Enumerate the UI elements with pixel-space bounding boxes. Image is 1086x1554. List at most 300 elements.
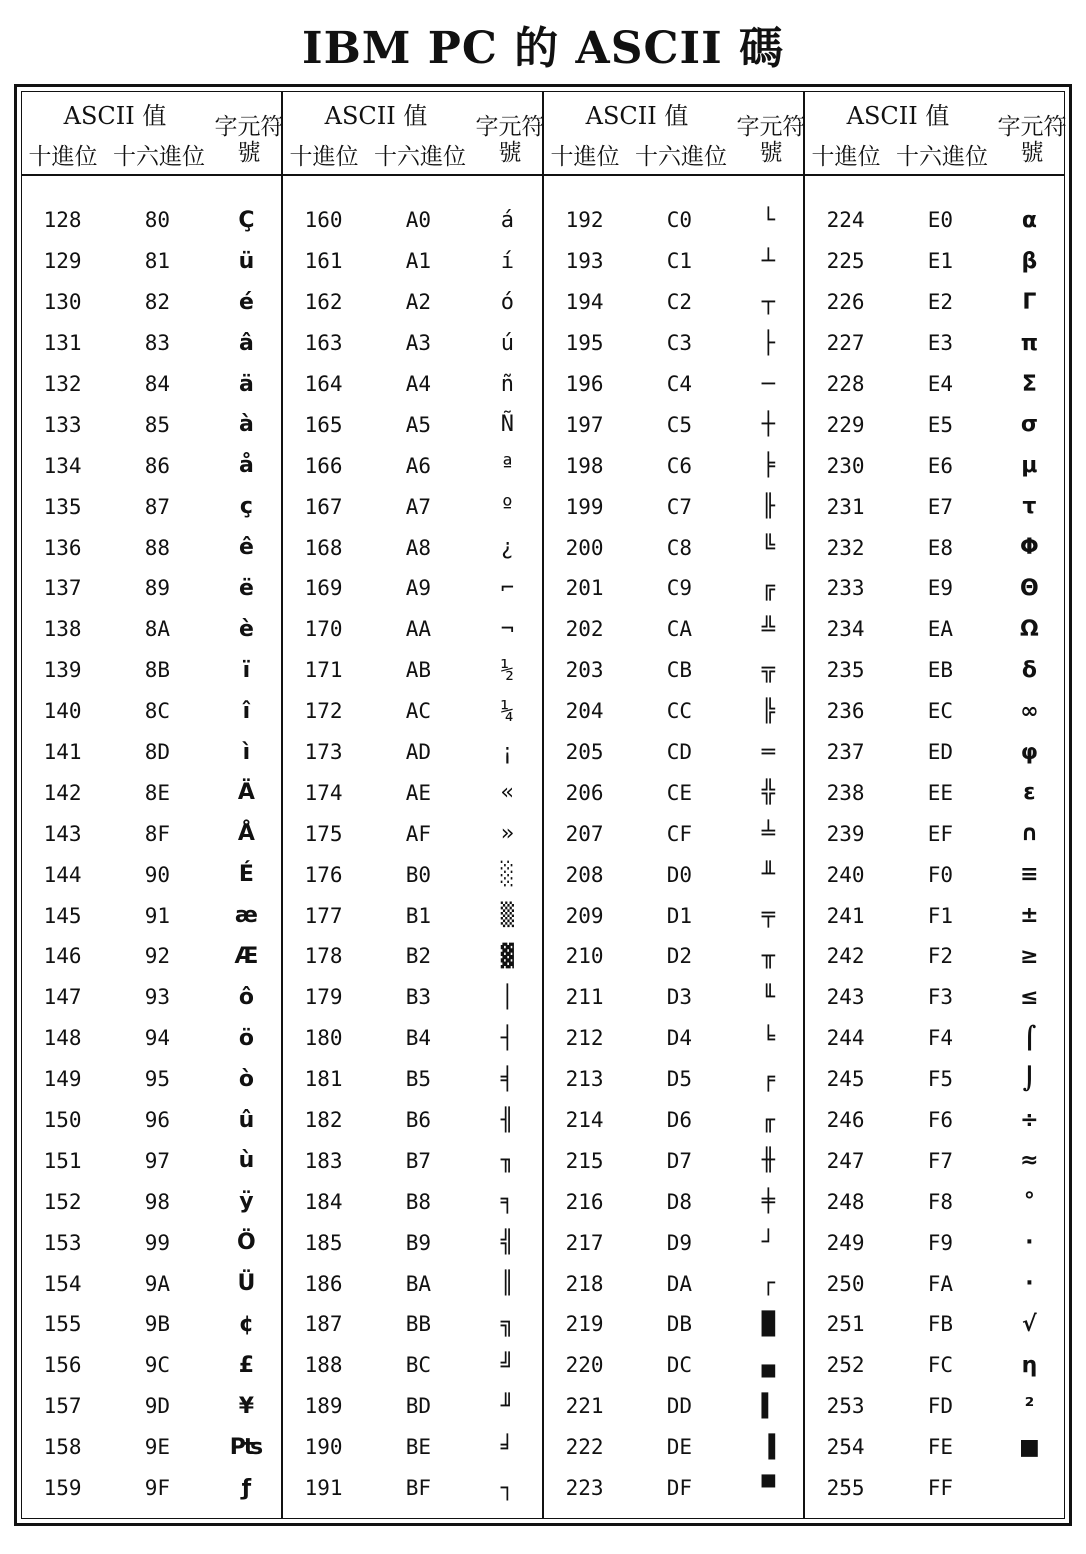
header-ascii-value: ASCII 值 [846, 102, 950, 130]
table-row [805, 895, 1064, 936]
table-row [22, 1059, 281, 1100]
character-glyph: ª [500, 453, 515, 479]
table-row [283, 854, 542, 895]
character-glyph: ∞ [1020, 698, 1039, 724]
decimal-value: 172 [304, 699, 343, 724]
decimal-value: 170 [304, 617, 343, 642]
hex-value: ED [927, 740, 954, 765]
decimal-value: 218 [565, 1271, 604, 1296]
hex-value: F0 [927, 862, 954, 887]
character-glyph: ╜ [500, 1393, 515, 1419]
character-glyph: ╨ [761, 862, 776, 888]
hex-value: D1 [666, 903, 693, 928]
decimal-value: 181 [304, 1067, 343, 1092]
hex-value: D3 [666, 985, 693, 1010]
hex-value: 81 [144, 249, 171, 274]
character-glyph: ═ [761, 739, 776, 765]
hex-value: B1 [405, 903, 432, 928]
character-glyph: ╧ [761, 821, 776, 847]
character-glyph: ƒ [241, 1475, 252, 1501]
table-row [283, 282, 542, 323]
decimal-value: 214 [565, 1108, 604, 1133]
decimal-value: 223 [565, 1476, 604, 1501]
decimal-value: 204 [565, 699, 604, 724]
character-glyph: Σ [1021, 371, 1037, 397]
table-row [544, 1263, 803, 1304]
hex-value: B0 [405, 862, 432, 887]
hex-value: EB [927, 658, 954, 683]
hex-value: E9 [927, 576, 954, 601]
table-row [805, 691, 1064, 732]
table-row [283, 1059, 542, 1100]
character-glyph: æ [234, 903, 258, 929]
decimal-value: 231 [826, 494, 865, 519]
decimal-value: 184 [304, 1189, 343, 1214]
hex-value: 83 [144, 331, 171, 356]
character-glyph: Θ [1020, 575, 1039, 601]
hex-value: CB [666, 658, 693, 683]
character-glyph: ╗ [500, 1311, 515, 1337]
table-row [22, 732, 281, 773]
character-glyph: û [238, 1107, 255, 1133]
decimal-value: 158 [43, 1435, 82, 1460]
decimal-value: 161 [304, 249, 343, 274]
header-hexadecimal: 十六進位 [635, 144, 727, 170]
decimal-value: 200 [565, 535, 604, 560]
hex-value: DC [666, 1353, 693, 1378]
table-row [805, 1427, 1064, 1468]
hex-value: EE [927, 780, 954, 805]
decimal-value: 220 [565, 1353, 604, 1378]
hex-value: E2 [927, 290, 954, 315]
decimal-value: 128 [43, 208, 82, 233]
decimal-value: 210 [565, 944, 604, 969]
character-glyph: ■ [1019, 1434, 1040, 1460]
character-glyph: ² [1024, 1393, 1035, 1419]
character-glyph: î [242, 698, 251, 724]
hex-value: 8F [144, 821, 171, 846]
character-glyph: Ω [1020, 616, 1039, 642]
character-glyph: ┤ [500, 1025, 515, 1051]
character-glyph: · [1025, 1271, 1034, 1297]
decimal-value: 177 [304, 903, 343, 928]
decimal-value: 232 [826, 535, 865, 560]
hex-value: DE [666, 1435, 693, 1460]
header-ascii-value: ASCII 值 [63, 102, 167, 130]
character-glyph: ± [1020, 903, 1039, 929]
table-row [22, 1140, 281, 1181]
decimal-value: 245 [826, 1067, 865, 1092]
decimal-value: 139 [43, 658, 82, 683]
hex-value: BC [405, 1353, 432, 1378]
character-glyph: ⌠ [1022, 1025, 1037, 1051]
table-row [544, 1304, 803, 1345]
header-decimal: 十進位 [289, 144, 359, 170]
decimal-value: 136 [43, 535, 82, 560]
character-glyph: ≈ [1020, 1148, 1039, 1174]
hex-value: DF [666, 1476, 693, 1501]
character-glyph: Ü [237, 1271, 256, 1297]
decimal-value: 233 [826, 576, 865, 601]
hex-value: A7 [405, 494, 432, 519]
header-character: 字元符號 [475, 114, 545, 166]
table-row [283, 977, 542, 1018]
table-row [805, 650, 1064, 691]
decimal-value: 193 [565, 249, 604, 274]
decimal-value: 168 [304, 535, 343, 560]
decimal-value: 203 [565, 658, 604, 683]
hex-value: D0 [666, 862, 693, 887]
table-row [805, 1263, 1064, 1304]
hex-value: 89 [144, 576, 171, 601]
hex-value: C9 [666, 576, 693, 601]
table-row [283, 609, 542, 650]
decimal-value: 219 [565, 1312, 604, 1337]
table-row [283, 1304, 542, 1345]
character-glyph: δ [1021, 657, 1037, 683]
hex-value: FB [927, 1312, 954, 1337]
character-glyph: ï [242, 657, 251, 683]
decimal-value: 188 [304, 1353, 343, 1378]
table-row [544, 650, 803, 691]
table-row [805, 1100, 1064, 1141]
character-glyph: ò [238, 1066, 254, 1092]
table-row [22, 1100, 281, 1141]
table-row [544, 936, 803, 977]
hex-value: D9 [666, 1230, 693, 1255]
hex-value: 90 [144, 862, 171, 887]
character-glyph: ▒ [500, 903, 515, 929]
decimal-value: 208 [565, 862, 604, 887]
table-row [805, 977, 1064, 1018]
hex-value: C8 [666, 535, 693, 560]
decimal-value: 157 [43, 1394, 82, 1419]
hex-value: CD [666, 740, 693, 765]
hex-value: D7 [666, 1148, 693, 1173]
hex-value: 9B [144, 1312, 171, 1337]
table-row [283, 1345, 542, 1386]
hex-value: C3 [666, 331, 693, 356]
character-glyph: Ñ [500, 412, 515, 438]
decimal-value: 246 [826, 1108, 865, 1133]
hex-value: 84 [144, 372, 171, 396]
character-glyph: ì [242, 739, 251, 765]
decimal-value: 160 [304, 208, 343, 233]
decimal-value: 230 [826, 453, 865, 478]
hex-value: B2 [405, 944, 432, 969]
table-row [805, 568, 1064, 609]
table-row [283, 772, 542, 813]
decimal-value: 213 [565, 1067, 604, 1092]
hex-value: F1 [927, 903, 954, 928]
decimal-value: 252 [826, 1353, 865, 1378]
character-glyph: ü [238, 248, 255, 274]
decimal-value: 131 [43, 331, 82, 356]
hex-value: 8B [144, 658, 171, 683]
table-row [544, 1018, 803, 1059]
table-row [805, 854, 1064, 895]
character-glyph: ┴ [761, 248, 776, 274]
hex-value: CA [666, 617, 693, 642]
hex-value: F6 [927, 1108, 954, 1133]
hex-value: A6 [405, 453, 432, 478]
ascii-table-body [21, 91, 1065, 1519]
decimal-value: 199 [565, 494, 604, 519]
character-glyph: è [238, 616, 254, 642]
decimal-value: 171 [304, 658, 343, 683]
hex-value: BD [405, 1394, 432, 1419]
character-glyph: ÿ [239, 1189, 254, 1215]
decimal-value: 163 [304, 331, 343, 356]
table-row [22, 813, 281, 854]
table-block-1 [22, 92, 284, 1518]
table-row [283, 527, 542, 568]
table-row [22, 1304, 281, 1345]
decimal-value: 196 [565, 372, 604, 396]
table-row [22, 1181, 281, 1222]
table-row [805, 1140, 1064, 1181]
character-glyph: ╙ [761, 984, 776, 1010]
table-row [22, 977, 281, 1018]
hex-value: A3 [405, 331, 432, 356]
decimal-value: 202 [565, 617, 604, 642]
table-row [805, 527, 1064, 568]
table-row [805, 936, 1064, 977]
decimal-value: 143 [43, 821, 82, 846]
decimal-value: 159 [43, 1476, 82, 1501]
decimal-value: 206 [565, 780, 604, 805]
decimal-value: 254 [826, 1435, 865, 1460]
decimal-value: 180 [304, 1026, 343, 1051]
decimal-value: 187 [304, 1312, 343, 1337]
character-glyph: ╟ [761, 494, 776, 520]
hex-value: 8D [144, 740, 171, 765]
table-row [22, 445, 281, 486]
hex-value: C0 [666, 208, 693, 233]
table-row [544, 1059, 803, 1100]
decimal-value: 151 [43, 1148, 82, 1173]
character-glyph: ╩ [761, 616, 776, 642]
table-row [22, 282, 281, 323]
decimal-value: 133 [43, 412, 82, 437]
decimal-value: 176 [304, 862, 343, 887]
header-character: 字元符號 [736, 114, 806, 166]
character-glyph: ╔ [761, 575, 776, 601]
hex-value: FA [927, 1271, 954, 1296]
character-glyph: í [500, 248, 515, 274]
hex-value: F5 [927, 1067, 954, 1092]
table-row [283, 323, 542, 364]
hex-value: 9A [144, 1271, 171, 1296]
character-glyph: å [238, 453, 254, 479]
decimal-value: 255 [826, 1476, 865, 1501]
hex-value: E3 [927, 331, 954, 356]
character-glyph: ▓ [500, 943, 515, 969]
hex-value: B7 [405, 1148, 432, 1173]
hex-value: EA [927, 617, 954, 642]
hex-value: 93 [144, 985, 171, 1010]
decimal-value: 154 [43, 1271, 82, 1296]
hex-value: D5 [666, 1067, 693, 1092]
decimal-value: 156 [43, 1353, 82, 1378]
decimal-value: 174 [304, 780, 343, 805]
hex-value: 80 [144, 208, 171, 233]
header-decimal: 十進位 [28, 144, 98, 170]
decimal-value: 248 [826, 1189, 865, 1214]
table-row [544, 486, 803, 527]
character-glyph: └ [761, 207, 776, 233]
character-glyph: ÷ [1020, 1107, 1039, 1133]
hex-value: C2 [666, 290, 693, 315]
table-row [283, 1427, 542, 1468]
hex-value: 96 [144, 1108, 171, 1133]
decimal-value: 137 [43, 576, 82, 601]
hex-value: E4 [927, 372, 954, 396]
table-row [22, 568, 281, 609]
character-glyph: ╫ [761, 1148, 776, 1174]
character-glyph: ¿ [500, 535, 515, 561]
table-row [283, 445, 542, 486]
table-row [22, 1468, 281, 1509]
decimal-value: 132 [43, 372, 82, 396]
hex-value: A8 [405, 535, 432, 560]
decimal-value: 147 [43, 985, 82, 1010]
header-hexadecimal: 十六進位 [113, 144, 205, 170]
hex-value: DB [666, 1312, 693, 1337]
character-glyph: ₧ [229, 1434, 264, 1460]
decimal-value: 243 [826, 985, 865, 1010]
hex-value: AF [405, 821, 432, 846]
hex-value: FE [927, 1435, 954, 1460]
character-glyph: ┌ [761, 1271, 776, 1297]
column-header [283, 92, 545, 176]
table-row [22, 1386, 281, 1427]
decimal-value: 183 [304, 1148, 343, 1173]
character-glyph: ç [239, 494, 253, 520]
hex-value: 9C [144, 1353, 171, 1378]
decimal-value: 144 [43, 862, 82, 887]
table-row [805, 1018, 1064, 1059]
table-row [805, 813, 1064, 854]
table-row [544, 895, 803, 936]
hex-value: C4 [666, 372, 693, 396]
decimal-value: 222 [565, 1435, 604, 1460]
table-row [544, 691, 803, 732]
character-glyph: ¬ [500, 616, 515, 642]
character-glyph: » [500, 821, 515, 847]
character-glyph: Ö [237, 1230, 256, 1256]
character-glyph: Γ [1022, 289, 1037, 315]
table-block-2 [281, 92, 545, 1518]
character-glyph: ┼ [761, 412, 776, 438]
table-row [544, 323, 803, 364]
table-row [805, 323, 1064, 364]
table-row [283, 486, 542, 527]
decimal-value: 165 [304, 412, 343, 437]
table-row [544, 1427, 803, 1468]
table-row [805, 732, 1064, 773]
page-title: IBM PC 的 ASCII 碼 [302, 23, 784, 74]
decimal-value: 185 [304, 1230, 343, 1255]
header-hexadecimal: 十六進位 [896, 144, 988, 170]
table-row [544, 1345, 803, 1386]
table-row [22, 404, 281, 445]
decimal-value: 249 [826, 1230, 865, 1255]
decimal-value: 236 [826, 699, 865, 724]
header-character: 字元符號 [997, 114, 1067, 166]
character-glyph: ▀ [761, 1475, 776, 1501]
decimal-value: 244 [826, 1026, 865, 1051]
decimal-value: 251 [826, 1312, 865, 1337]
decimal-value: 141 [43, 740, 82, 765]
character-glyph: ù [238, 1148, 255, 1174]
table-row [805, 772, 1064, 813]
decimal-value: 195 [565, 331, 604, 356]
character-glyph: π [1020, 330, 1039, 356]
decimal-value: 189 [304, 1394, 343, 1419]
ascii-table [14, 84, 1072, 1526]
hex-value: AD [405, 740, 432, 765]
character-glyph: Æ [234, 943, 259, 969]
character-glyph: ╢ [500, 1107, 515, 1133]
decimal-value: 167 [304, 494, 343, 519]
decimal-value: 190 [304, 1435, 343, 1460]
character-glyph: β [1021, 248, 1038, 274]
hex-value: D6 [666, 1108, 693, 1133]
character-glyph: η [1021, 1352, 1038, 1378]
hex-value: B3 [405, 985, 432, 1010]
character-glyph: ▐ [761, 1434, 776, 1460]
hex-value: CE [666, 780, 693, 805]
table-row [544, 772, 803, 813]
hex-value: E1 [927, 249, 954, 274]
decimal-value: 173 [304, 740, 343, 765]
hex-value: C7 [666, 494, 693, 519]
character-glyph: ╤ [761, 903, 776, 929]
decimal-value: 240 [826, 862, 865, 887]
hex-value: 9D [144, 1394, 171, 1419]
decimal-value: 242 [826, 944, 865, 969]
decimal-value: 146 [43, 944, 82, 969]
table-row [22, 691, 281, 732]
decimal-value: 237 [826, 740, 865, 765]
hex-value: B5 [405, 1067, 432, 1092]
decimal-value: 164 [304, 372, 343, 396]
hex-value: FC [927, 1353, 954, 1378]
character-glyph: φ [1020, 739, 1038, 765]
hex-value: DD [666, 1394, 693, 1419]
character-glyph: ° [1023, 1189, 1035, 1215]
decimal-value: 162 [304, 290, 343, 315]
table-row [283, 936, 542, 977]
decimal-value: 155 [43, 1312, 82, 1337]
hex-value: 85 [144, 412, 171, 437]
character-glyph: ¢ [238, 1311, 255, 1337]
table-row [805, 1345, 1064, 1386]
decimal-value: 129 [43, 249, 82, 274]
character-glyph: ╥ [761, 943, 776, 969]
hex-value: AA [405, 617, 432, 642]
header-hexadecimal: 十六進位 [374, 144, 466, 170]
decimal-value: 209 [565, 903, 604, 928]
table-row [544, 813, 803, 854]
decimal-value: 205 [565, 740, 604, 765]
decimal-value: 138 [43, 617, 82, 642]
decimal-value: 192 [565, 208, 604, 233]
character-glyph: ≥ [1020, 943, 1039, 969]
table-row [283, 200, 542, 241]
hex-value: B4 [405, 1026, 432, 1051]
